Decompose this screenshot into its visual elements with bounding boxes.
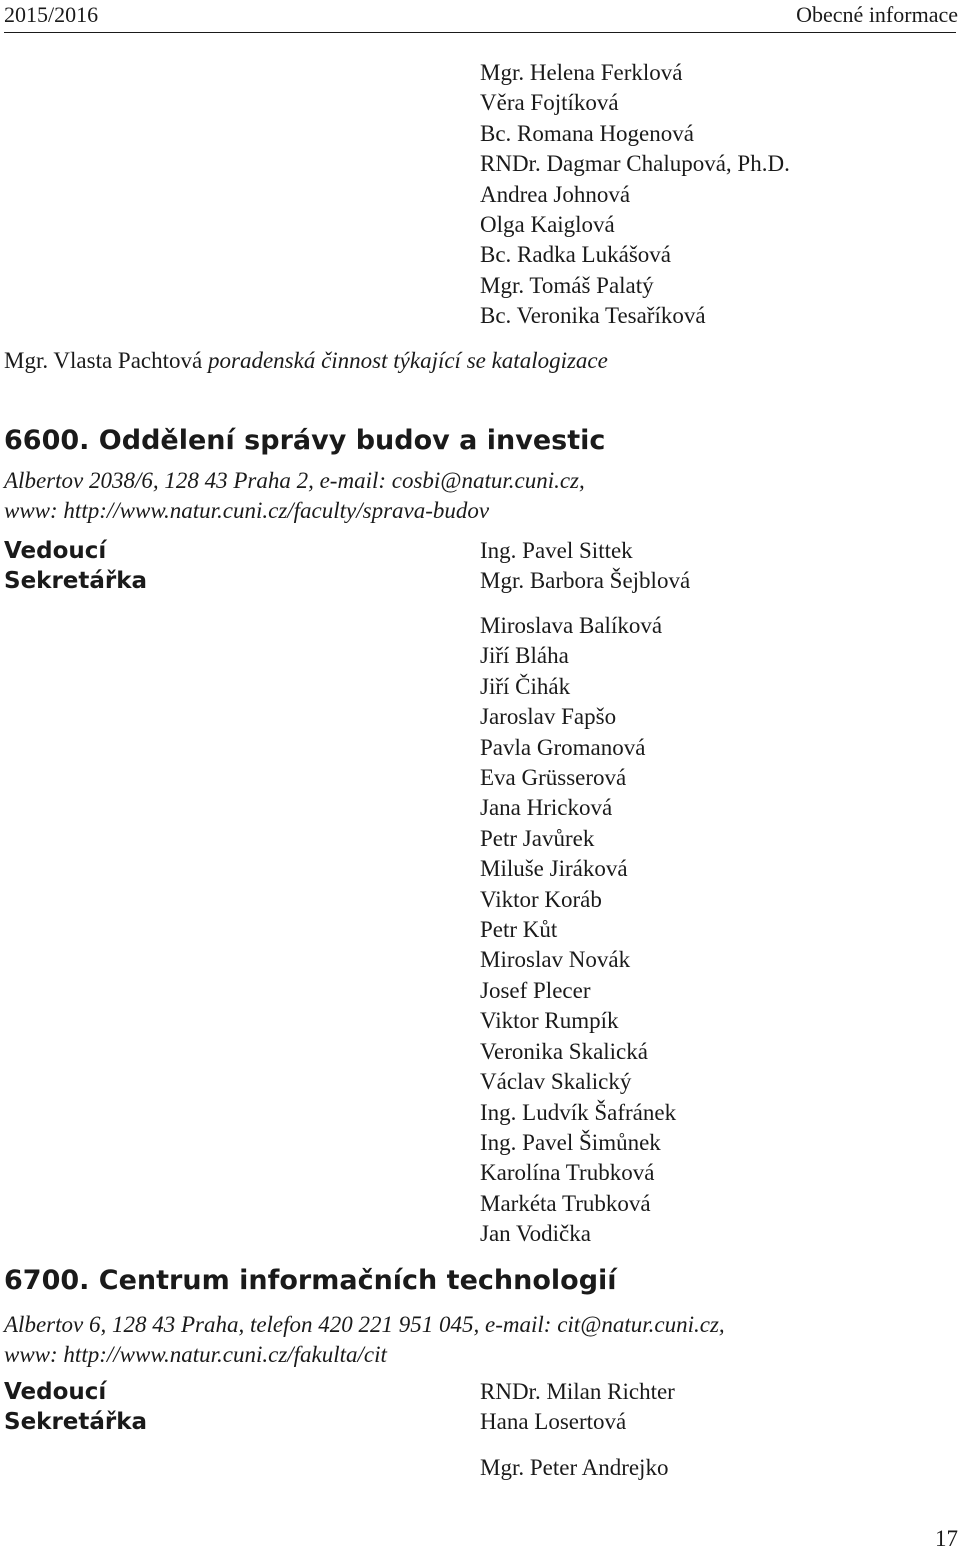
list-item: Ing. Pavel Šimůnek	[480, 1129, 661, 1155]
section-6600-title: 6600. Oddělení správy budov a investic	[4, 425, 606, 456]
head-label: Vedoucí	[4, 1379, 107, 1405]
header-divider	[4, 32, 956, 33]
advisor-line	[4, 346, 608, 376]
list-item: RNDr. Dagmar Chalupová, Ph.D.	[480, 151, 790, 177]
list-item: Josef Plecer	[480, 977, 591, 1003]
page-number: 17	[935, 1526, 958, 1551]
list-item: Věra Fojtíková	[480, 90, 619, 116]
head-name: RNDr. Milan Richter	[480, 1379, 675, 1404]
list-item: Andrea Johnová	[480, 181, 631, 207]
section-6600-address: Albertov 2038/6, 128 43 Praha 2, e-mail: cosbi@natur.cuni.cz,	[4, 468, 585, 493]
section-6600-staff-list	[480, 611, 676, 1250]
advisor-note: poradenská činnost týkající se katalogizace	[208, 348, 608, 373]
section-6700-title: 6700. Centrum informačních technologií	[4, 1265, 617, 1296]
list-item: Miroslava Balíková	[480, 613, 663, 638]
list-item: Pavla Gromanová	[480, 734, 646, 760]
list-item: Mgr. Helena Ferklová	[480, 60, 683, 85]
list-item: Jan Vodička	[480, 1221, 591, 1247]
advisor-name: Mgr. Vlasta Pachtová	[4, 348, 203, 373]
header-year: 2015/2016	[4, 2, 99, 27]
list-item: Olga Kaiglová	[480, 212, 615, 238]
list-item: Václav Skalický	[480, 1069, 632, 1095]
list-item: Petr Kůt	[480, 917, 558, 943]
secretary-name: Hana Losertová	[480, 1409, 627, 1434]
top-staff-list	[480, 58, 790, 332]
section-6700-staff-list	[480, 1453, 668, 1483]
list-item: Bc. Romana Hogenová	[480, 120, 694, 146]
list-item: Viktor Rumpík	[480, 1008, 619, 1034]
section-6700-address: Albertov 6, 128 43 Praha, telefon 420 221 951 045, e-mail: cit@natur.cuni.cz,	[4, 1312, 725, 1337]
head-name: Ing. Pavel Sittek	[480, 538, 633, 563]
list-item: Viktor Koráb	[480, 886, 602, 912]
list-item: Eva Grüsserová	[480, 765, 627, 791]
list-item: Miroslav Novák	[480, 947, 631, 973]
section-6700-web: www: http://www.natur.cuni.cz/fakulta/cit	[4, 1342, 387, 1367]
list-item: Mgr. Tomáš Palatý	[480, 272, 654, 298]
list-item: Jana Hricková	[480, 795, 613, 821]
list-item: Jaroslav Fapšo	[480, 704, 617, 730]
list-item: Markéta Trubková	[480, 1190, 651, 1216]
list-item: Petr Javůrek	[480, 825, 595, 851]
list-item: Ing. Ludvík Šafránek	[480, 1099, 677, 1125]
list-item: Mgr. Peter Andrejko	[480, 1455, 669, 1480]
list-item: Karolína Trubková	[480, 1160, 655, 1186]
header-section-title: Obecné informace	[796, 2, 958, 27]
head-label: Vedoucí	[4, 538, 107, 564]
list-item: Bc. Radka Lukášová	[480, 242, 671, 268]
secretary-label: Sekretářka	[4, 1409, 148, 1435]
secretary-name: Mgr. Barbora Šejblová	[480, 568, 691, 593]
list-item: Jiří Čihák	[480, 673, 571, 699]
secretary-label: Sekretářka	[4, 568, 148, 594]
list-item: Miluše Jiráková	[480, 856, 628, 882]
list-item: Veronika Skalická	[480, 1038, 648, 1064]
list-item: Jiří Bláha	[480, 643, 569, 669]
section-6600-web: www: http://www.natur.cuni.cz/faculty/sprava-budov	[4, 498, 490, 523]
list-item: Bc. Veronika Tesaříková	[480, 303, 706, 329]
